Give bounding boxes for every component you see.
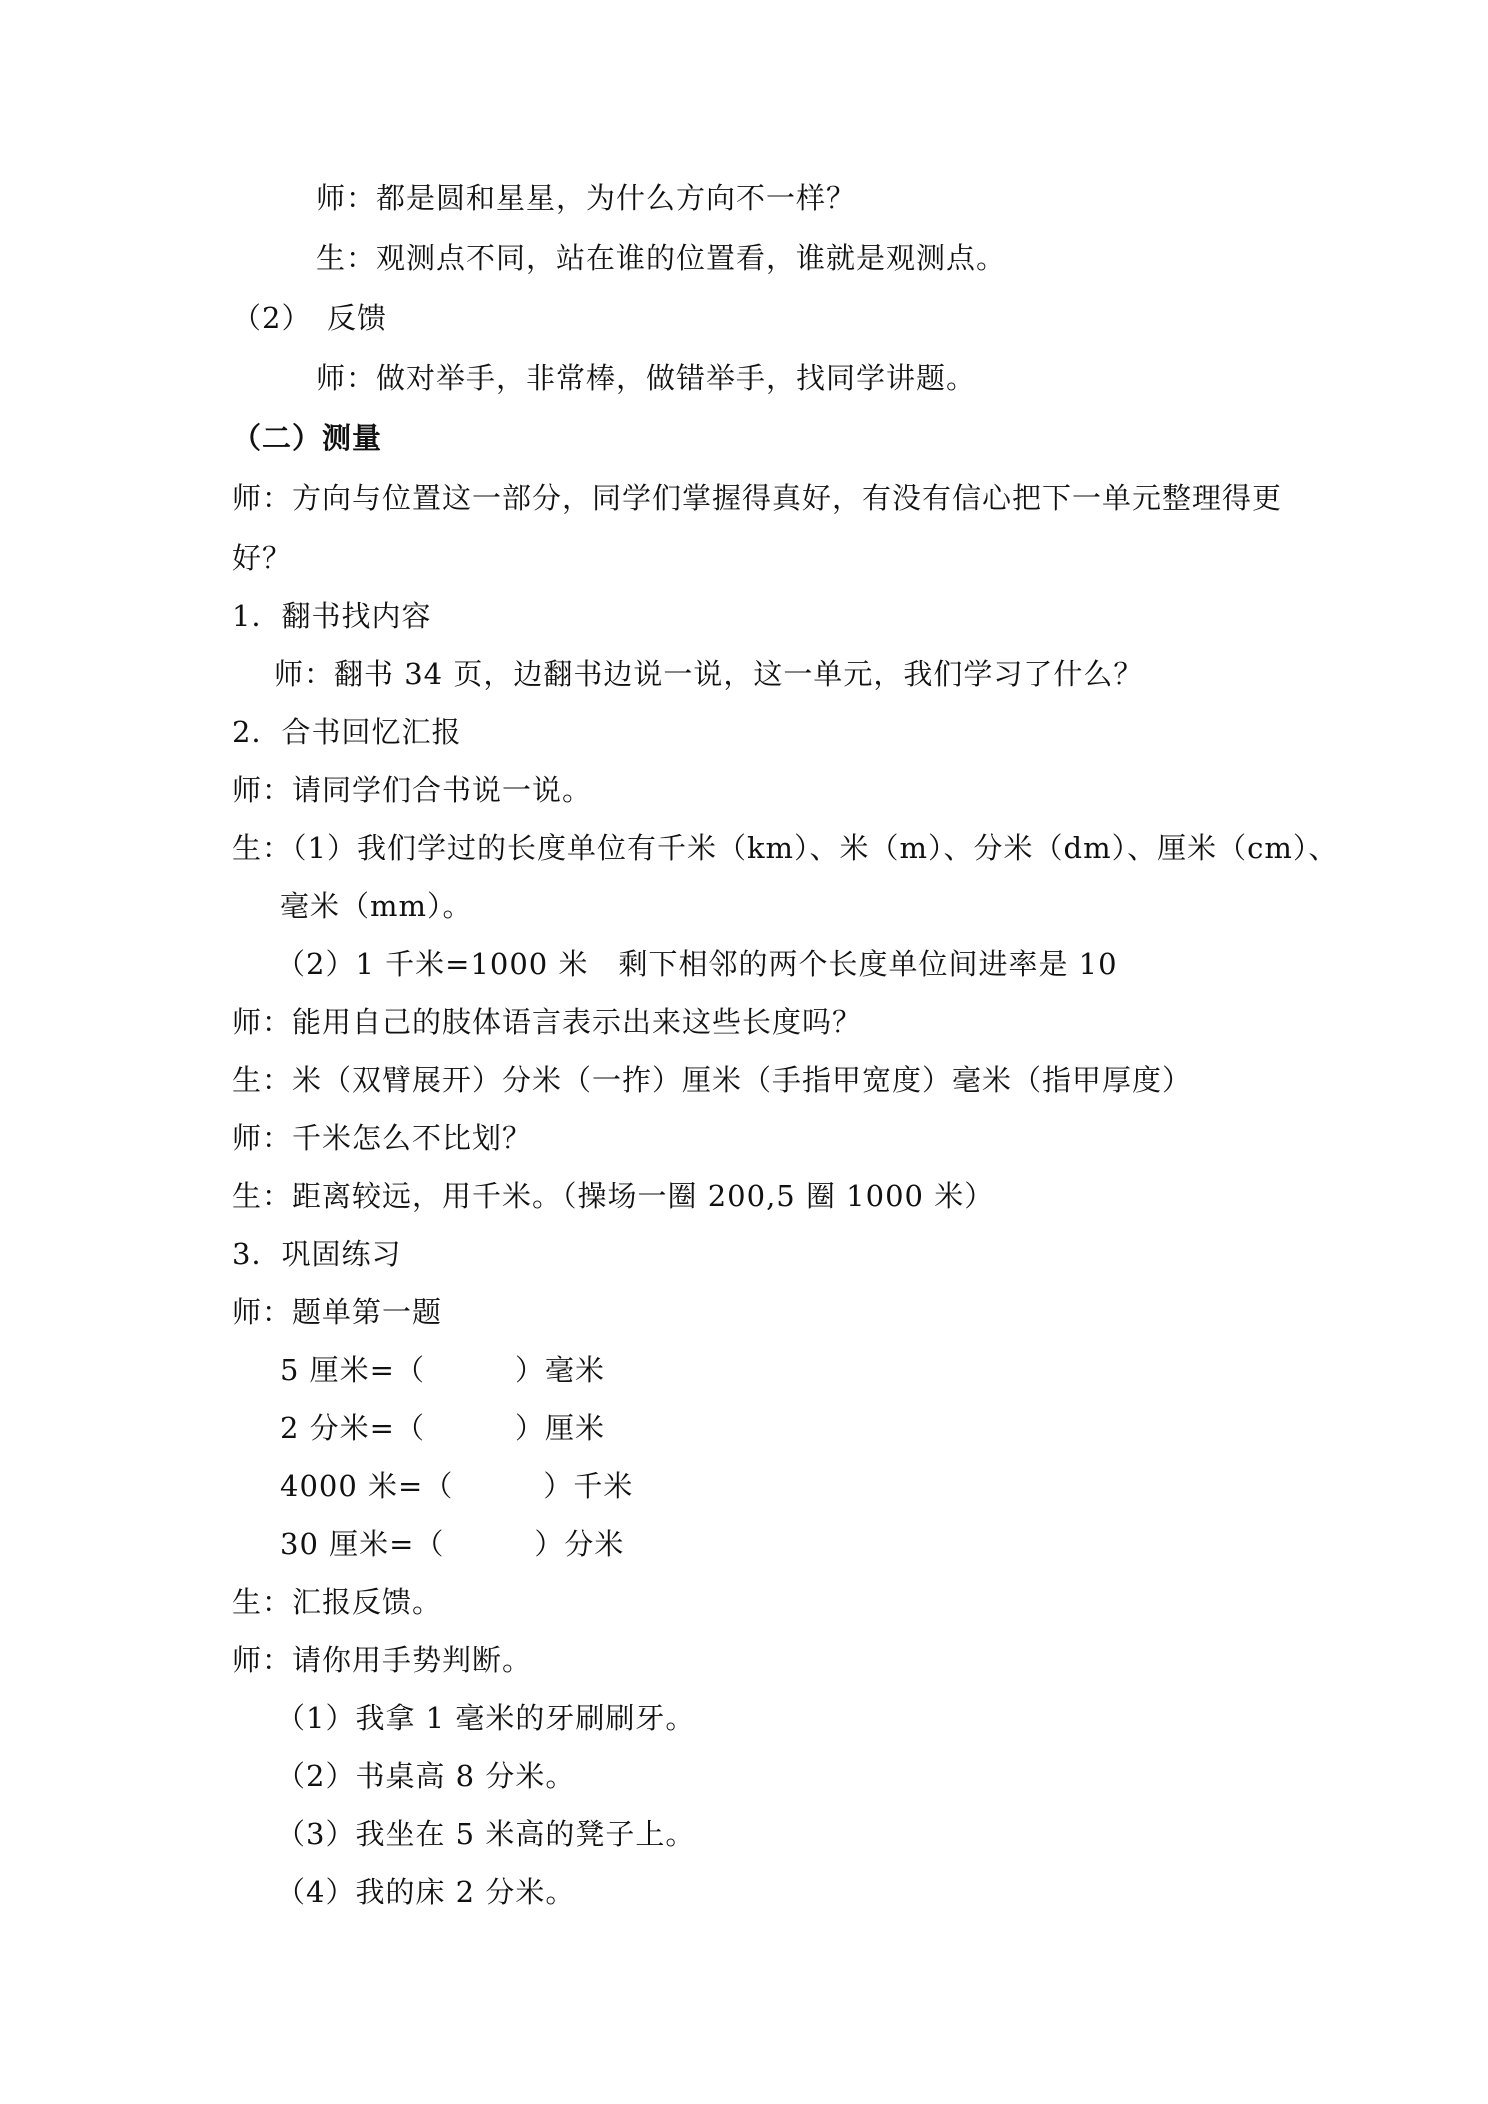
text-line: 生：米（双臂展开）分米（一拃）厘米（手指甲宽度）毫米（指甲厚度）	[232, 1063, 1193, 1097]
text-line: （1）我拿 1 毫米的牙刷刷牙。	[276, 1701, 696, 1735]
text-line: 师：做对举手，非常棒，做错举手，找同学讲题。	[316, 361, 977, 395]
section-heading: （二）测量	[232, 421, 383, 455]
text-line: 3．巩固练习	[232, 1237, 402, 1271]
exercise-line: 2 分米=（ ）厘米	[280, 1411, 605, 1445]
text-line: 师：请同学们合书说一说。	[232, 773, 593, 807]
exercise-line: 4000 米=（ ）千米	[280, 1469, 634, 1503]
text-line: 生：（1）我们学过的长度单位有千米（km）、米（m）、分米（dm）、厘米（cm）、	[232, 831, 1339, 865]
text-line: （3）我坐在 5 米高的凳子上。	[276, 1817, 696, 1851]
text-line: 好？	[232, 541, 293, 575]
text-line: 毫米（mm）。	[280, 889, 473, 923]
text-line: 师：都是圆和星星，为什么方向不一样？	[316, 181, 857, 215]
text-line: 师：翻书 34 页，边翻书边说一说，这一单元，我们学习了什么？	[274, 657, 1144, 691]
text-line: 2．合书回忆汇报	[232, 715, 462, 749]
text-line: 师：方向与位置这一部分，同学们掌握得真好，有没有信心把下一单元整理得更	[232, 481, 1283, 515]
text-line: 1．翻书找内容	[232, 599, 432, 633]
text-line: （2） 反馈	[232, 301, 387, 335]
exercise-line: 5 厘米=（ ）毫米	[280, 1353, 605, 1387]
text-line: 师：请你用手势判断。	[232, 1643, 533, 1677]
text-line: 生：汇报反馈。	[232, 1585, 443, 1619]
text-line: 师：题单第一题	[232, 1295, 443, 1329]
exercise-line: 30 厘米=（ ）分米	[280, 1527, 625, 1561]
text-line: （2）1 千米=1000 米 剩下相邻的两个长度单位间进率是 10	[276, 947, 1118, 981]
text-line: 师：千米怎么不比划？	[232, 1121, 533, 1155]
text-line: 师：能用自己的肢体语言表示出来这些长度吗？	[232, 1005, 863, 1039]
text-line: （4）我的床 2 分米。	[276, 1875, 576, 1909]
text-line: 生：观测点不同，站在谁的位置看，谁就是观测点。	[316, 241, 1007, 275]
text-line: （2）书桌高 8 分米。	[276, 1759, 576, 1793]
text-line: 生：距离较远，用千米。（操场一圈 200,5 圈 1000 米）	[232, 1179, 995, 1213]
